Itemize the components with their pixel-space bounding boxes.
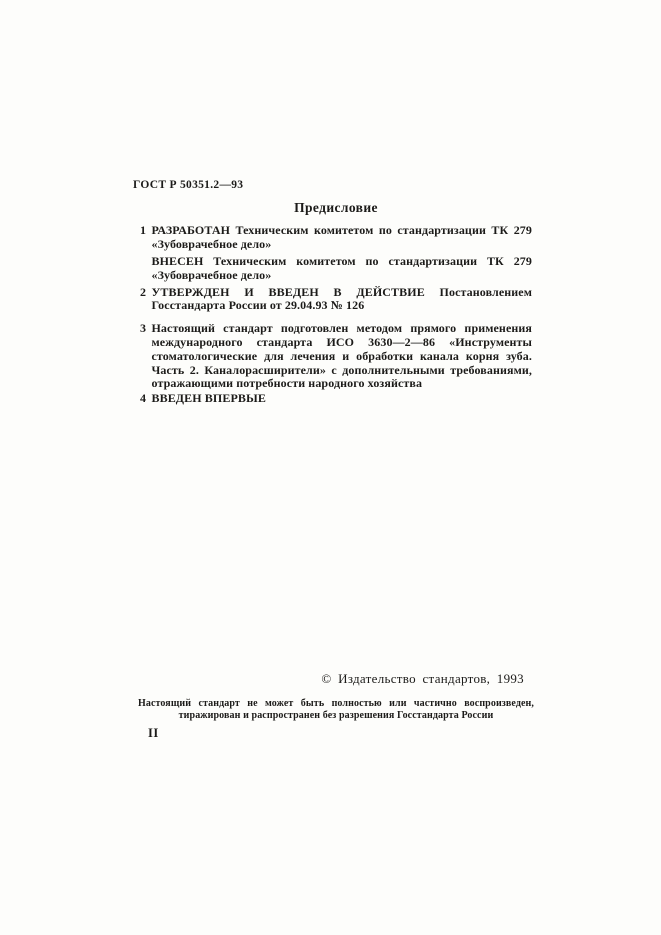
document-code: ГОСТ Р 50351.2—93 xyxy=(133,179,244,191)
item-paragraph: Настоящий стандарт подготовлен методом прямого применения международного стандарта ИСО 3630—2—86 «Инструменты стоматологические для лечения и обработки канала корня зуба. Часть 2. Каналорасширители» с дополнительными требованиями, отражающими потребности народного хозяйства xyxy=(151,321,532,391)
preface-title: Предисловие xyxy=(294,200,378,215)
preface-item-4 xyxy=(140,392,532,406)
item-number: 2 xyxy=(140,284,147,299)
item-number: 1 xyxy=(140,223,147,237)
page-number: II xyxy=(148,726,159,740)
item-paragraph: УТВЕРЖДЕН И ВВЕДЕН В ДЕЙСТВИЕ Постановлением Госстандарта России от 29.04.93 № 126 xyxy=(151,284,532,313)
restriction-notice: Настоящий стандарт не может быть полностью или частично воспроизведен, тиражирован и распространен без разрешения Госстандарта России xyxy=(138,698,534,721)
preface-item-3 xyxy=(140,322,532,391)
copyright-line: © Издательство стандартов, 1993 xyxy=(321,671,524,686)
preface-item-1 xyxy=(140,224,532,283)
item-paragraph: ВВЕДЕН ВПЕРВЫЕ xyxy=(151,391,266,406)
item-number: 3 xyxy=(140,321,147,336)
preface-body xyxy=(140,224,532,406)
item-paragraph: РАЗРАБОТАН Техническим комитетом по стандартизации ТК 279 «Зубоврачебное дело» xyxy=(151,223,532,251)
preface-item-2 xyxy=(140,286,532,314)
item-paragraph: ВНЕСЕН Техническим комитетом по стандартизации ТК 279 «Зубоврачебное дело» xyxy=(151,254,532,282)
item-number: 4 xyxy=(140,391,147,406)
